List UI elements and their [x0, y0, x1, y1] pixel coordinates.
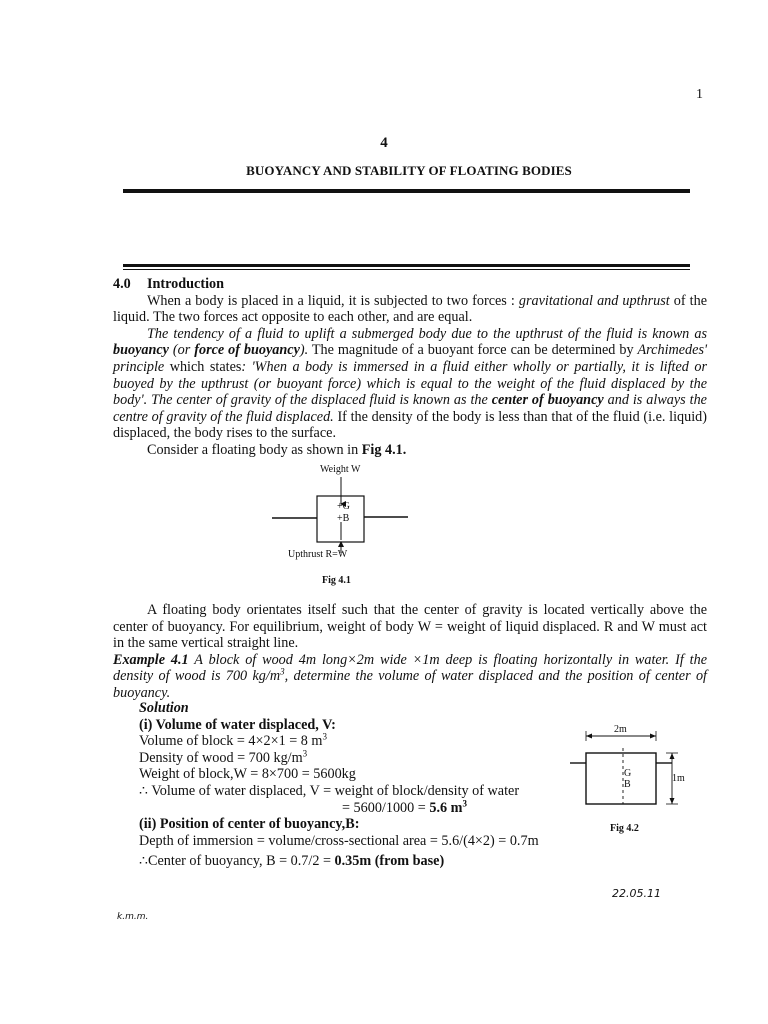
- example-4-1: Example 4.1 A block of wood 4m long×2m wide ×1m deep is floating horizontally in water. If the density of wood is 700 $kg/m^3$, determine the volume of water displaced and the position of center of buoyancy.: [113, 651, 707, 701]
- volume-displaced: ∴ Volume of water displaced, V = weight of block/density of water: [139, 782, 520, 799]
- page-number: 1: [696, 87, 703, 102]
- introduction-section: [113, 276, 707, 459]
- part-1-heading: (i) Volume of water displaced, V:: [139, 716, 336, 733]
- chapter-number: 4: [380, 135, 388, 151]
- upthrust-label: Upthrust R=W: [288, 549, 348, 560]
- floating-body-diagram: [260, 460, 420, 590]
- width-dimension-label: 2m: [614, 724, 627, 735]
- wood-block: [586, 753, 656, 804]
- figure-4-2-caption: Fig 4.2: [610, 823, 639, 834]
- figure-4-2: [566, 722, 706, 837]
- gravity-point-label: G: [624, 768, 632, 779]
- section-heading: [113, 276, 707, 293]
- section-number: 4.0: [113, 276, 131, 292]
- date-stamp: 22.05.11: [612, 887, 661, 900]
- volume-result: = 5600/1000 = 5.6 $m^3$: [342, 797, 467, 816]
- wood-block-diagram: [566, 722, 706, 837]
- equilibrium-paragraph: A floating body orientates itself such that the center of gravity is located vertically above the center of buoyancy. For equilibrium, weight of body W = weight of liquid displaced. R and W must act in the same vertical straight line.: [113, 602, 707, 652]
- volume-of-block: Volume of block = 4×2×1 = 8 $m^3$: [139, 731, 327, 750]
- section-divider: [123, 264, 690, 270]
- author-initials: k.m.m.: [117, 912, 149, 922]
- solution-heading: Solution: [139, 700, 189, 716]
- depth-of-immersion: Depth of immersion = volume/cross-sectional area = 5.6/(4×2) = 0.7m: [139, 832, 539, 849]
- density-of-wood: Density of wood = 700 $kg/m^3$: [139, 748, 308, 766]
- part-2-heading: (ii) Position of center of buoyancy,B:: [139, 816, 360, 833]
- center-of-buoyancy-label: +B: [337, 513, 350, 524]
- intro-paragraph-2: The tendency of a fluid to uplift a submerged body due to the upthrust of the fluid is known as buoyancy (or force of buoyancy). The magnitude of a buoyant force can be determined by Archimedes' principle which states: 'When a body is immersed in a fluid either wholly or partially, it is lifted or buoyed by the upthrust (or buoyant force) which is equal to the weight of the fluid displaced by the body'. The center of gravity of the displaced fluid is known as the center of buoyancy and is always the centre of gravity of the fluid displaced. If the density of the body is less than that of the fluid (i.e. liquid) displaced, the body rises to the surface.: [113, 325, 707, 442]
- chapter-title: BUOYANCY AND STABILITY OF FLOATING BODIES: [246, 163, 572, 178]
- intro-paragraph-1: When a body is placed in a liquid, it is subjected to two forces : gravitational and upthrust of the liquid. The two forces act opposite to each other, and are equal.: [113, 292, 708, 326]
- figure-4-1: [260, 460, 420, 590]
- top-divider: [123, 187, 690, 193]
- intro-paragraph-3: Consider a floating body as shown in Fig 4.1.: [147, 441, 407, 458]
- equilibrium-and-example: [113, 602, 707, 702]
- height-dimension-label: 1m: [672, 773, 685, 784]
- buoyancy-point-label: B: [624, 779, 631, 790]
- center-of-buoyancy-result: ∴Center of buoyancy, B = 0.7/2 = 0.35m (from base): [139, 853, 445, 870]
- weight-of-block: Weight of block,W = 8×700 = 5600kg: [139, 766, 356, 783]
- solution-block: [139, 700, 599, 870]
- figure-4-1-caption: Fig 4.1: [322, 575, 351, 586]
- section-title: Introduction: [147, 276, 224, 292]
- weight-label: Weight W: [320, 464, 361, 475]
- center-of-gravity-label: +G: [337, 501, 350, 512]
